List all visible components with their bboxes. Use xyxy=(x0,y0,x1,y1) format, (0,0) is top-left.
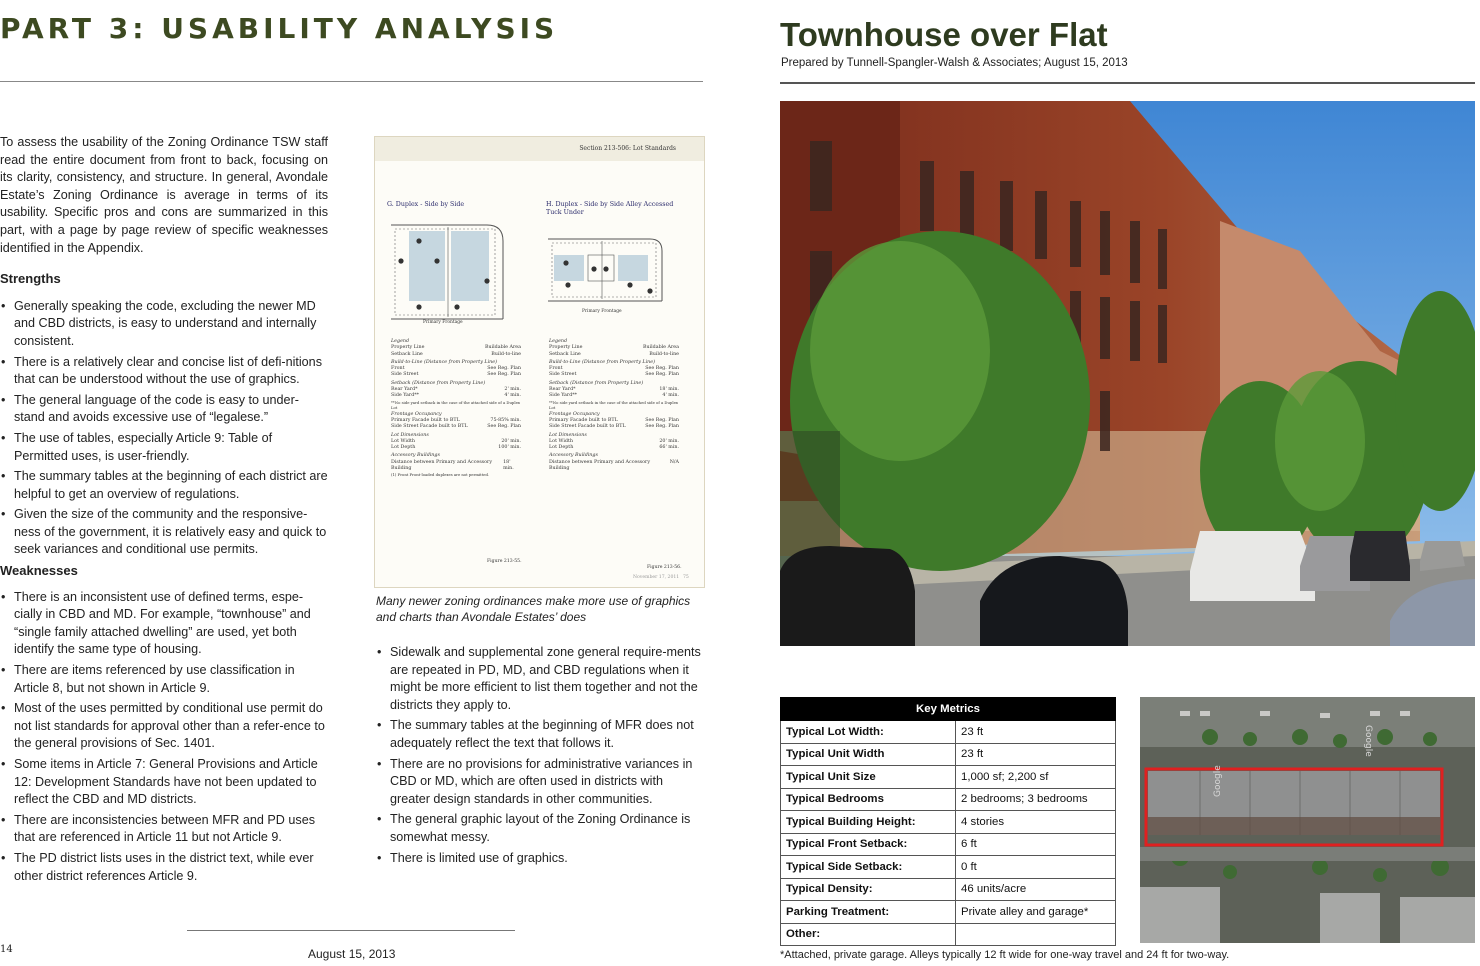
metric-label: Other: xyxy=(781,923,956,946)
diagram-g-table: Legend Property Line Buildable Area Setback Line Build-to-line Build-to-Line (Distance from Property Line) Front See Reg. Plan Side Street See Reg. Plan Setback (Distance from Property Line) Rear Yard* 2' min. Side Yard** 4' min. **No side yard setback in the case of the attached side of a Duplex Lot Frontage Occupancy Primary Facade built to BTL 75-85% min. Side Street Facade built to BTL See Reg. Plan Lot Dimensions Lot Width 20' min. Lot Depth 100' min. Accessory Buildings Distance between Primary and Accessory Building 18' min. (1) Front Front-loaded duplexes are not permitted. xyxy=(391,339,521,478)
list-item: • The general language of the code is easy to under-stand and avoids excessive use of “legalese.” xyxy=(0,392,328,427)
metric-label: Typical Bedrooms xyxy=(781,788,956,811)
footer-date: August 15, 2013 xyxy=(308,947,396,961)
list-item: • Most of the uses permitted by conditional use permit do not list standards for approval other than a refer-ence to the general provisions of Sec. 1401. xyxy=(0,700,328,753)
weaknesses-list xyxy=(0,589,328,886)
left-column xyxy=(0,134,328,888)
table-row xyxy=(781,788,1116,811)
ordinance-page-figure xyxy=(374,136,705,588)
list-item: • Generally speaking the code, excluding the newer MD and CBD districts, is easy to understand and internally consistent. xyxy=(0,298,328,351)
list-item: • There are no provisions for administrative variances in CBD or MD, which are often used in districts with greater design standards in other communities. xyxy=(376,756,702,809)
list-item: • There are inconsistencies between MFR and PD uses that are referenced in Article 11 but not Article 9. xyxy=(0,812,328,847)
metric-value: 6 ft xyxy=(956,833,1116,856)
header-rule xyxy=(780,82,1475,84)
primary-frontage-label: Primary Frontage xyxy=(423,320,463,325)
footer-rule xyxy=(187,930,515,931)
page-number: 14 xyxy=(0,944,13,955)
strengths-heading: Strengths xyxy=(0,271,61,287)
figure-section-title: Section 213-506: Lot Standards xyxy=(579,145,676,152)
primary-frontage-label: Primary Frontage xyxy=(582,309,622,314)
table-row xyxy=(781,878,1116,901)
metric-label: Typical Lot Width: xyxy=(781,721,956,744)
list-item: • There is an inconsistent use of defined terms, espe-cially in CBD and MD. For example, “townhouse” and “single family attached dwelling” are used, yet both identify the same type of housing. xyxy=(0,589,328,659)
table-row xyxy=(781,766,1116,789)
list-item: • The PD district lists uses in the district text, while ever other district references Article 9. xyxy=(0,850,328,885)
metric-value: Private alley and garage* xyxy=(956,901,1116,924)
duplex-side-by-side-diagram xyxy=(387,223,507,329)
list-item: • There are items referenced by use classification in Article 8, but not shown in Article 9. xyxy=(0,662,328,697)
figure-number: Figure 213-55. xyxy=(487,559,522,564)
metric-value: 4 stories xyxy=(956,811,1116,834)
list-item: • Given the size of the community and the responsive-ness of the government, it is relatively easy and quick to seek variances and conditional use permits. xyxy=(0,506,328,559)
diagram-g-title: G. Duplex - Side by Side xyxy=(387,201,465,208)
list-item: • Sidewalk and supplemental zone general require-ments are repeated in PD, MD, and CBD regulations when it might be more efficient to list them together and not the districts they apply to. xyxy=(376,644,702,714)
table-row xyxy=(781,923,1116,946)
metric-label: Typical Unit Size xyxy=(781,766,956,789)
table-row xyxy=(781,833,1116,856)
second-column xyxy=(376,644,702,870)
table-row xyxy=(781,901,1116,924)
strengths-list xyxy=(0,298,328,559)
map-watermark: Google xyxy=(1213,765,1223,797)
metric-label: Typical Building Height: xyxy=(781,811,956,834)
part-title: PART 3: USABILITY ANALYSIS xyxy=(0,12,559,45)
aerial-site-photo xyxy=(1140,697,1475,943)
metric-label: Typical Side Setback: xyxy=(781,856,956,879)
page-subtitle: Prepared by Tunnell-Spangler-Walsh & Associates; August 15, 2013 xyxy=(781,57,1128,69)
duplex-alley-diagram xyxy=(546,237,666,311)
metric-value: 46 units/acre xyxy=(956,878,1116,901)
diagram-h-table: Legend Property Line Buildable Area Setback Line Build-to-line Build-to-Line (Distance from Property Line) Front See Reg. Plan Side Street See Reg. Plan Setback (Distance from Property Line) Rear Yard* 18' min. Side Yard** 4' min. **No side yard setback in the case of the attached side of a Duplex Lot Frontage Occupancy Primary Facade built to BTL See Reg. Plan Side Street Facade built to BTL See Reg. Plan Lot Dimensions Lot Width 20' min. Lot Depth 66' min. Accessory Buildings Distance between Primary and Accessory Building N/A xyxy=(549,339,679,472)
map-watermark: Google xyxy=(1363,725,1373,757)
list-item: • The summary tables at the beginning of MFR does not adequately reflect the text that follows it. xyxy=(376,717,702,752)
list-item: • There is a relatively clear and concise list of defi-nitions that can be understood without the use of graphics. xyxy=(0,354,328,389)
metric-value: 2 bedrooms; 3 bedrooms xyxy=(956,788,1116,811)
key-metrics-table xyxy=(780,697,1116,946)
figure-caption: Many newer zoning ordinances make more use of graphics and charts than Avondale Estates’ does xyxy=(376,594,691,624)
table-row xyxy=(781,721,1116,744)
metric-label: Parking Treatment: xyxy=(781,901,956,924)
list-item: • The general graphic layout of the Zoning Ordinance is somewhat messy. xyxy=(376,811,702,846)
key-metrics-heading: Key Metrics xyxy=(781,698,1116,721)
header-rule xyxy=(0,81,703,82)
weaknesses-heading: Weaknesses xyxy=(0,563,78,579)
footnote: *Attached, private garage. Alleys typically 12 ft wide for one-way travel and 24 ft for two-way. xyxy=(780,949,1230,961)
metric-label: Typical Unit Width xyxy=(781,743,956,766)
figure-doc-page: 75 xyxy=(683,575,689,580)
townhouse-street-photo xyxy=(780,101,1475,646)
page-title: Townhouse over Flat xyxy=(780,16,1108,53)
metric-label: Typical Density: xyxy=(781,878,956,901)
metric-label: Typical Front Setback: xyxy=(781,833,956,856)
figure-number: Figure 213-56. xyxy=(647,565,682,570)
metric-value: 23 ft xyxy=(956,743,1116,766)
list-item: • There is limited use of graphics. xyxy=(376,850,702,868)
figure-doc-date: November 17, 2011 xyxy=(633,575,680,580)
list-item: • The use of tables, especially Article 9: Table of Permitted uses, is user-friendly. xyxy=(0,430,328,465)
intro-paragraph: To assess the usability of the Zoning Ordinance TSW staff read the entire document from front to back, focusing on its clarity, consistency, and structure. In general, Avondale Estate’s Zoning Ordinance is average in terms of its usability. Specific pros and cons are summarized in this part, with a page by page review of specific weaknesses identified in the Appendix. xyxy=(0,135,328,255)
metric-value: 0 ft xyxy=(956,856,1116,879)
weaknesses-list-continued xyxy=(376,644,702,867)
metric-value xyxy=(956,923,1116,946)
table-row xyxy=(781,856,1116,879)
metric-value: 23 ft xyxy=(956,721,1116,744)
list-item: • The summary tables at the beginning of each district are helpful to get an overview of regulations. xyxy=(0,468,328,503)
table-row xyxy=(781,811,1116,834)
metric-value: 1,000 sf; 2,200 sf xyxy=(956,766,1116,789)
table-row xyxy=(781,743,1116,766)
list-item: • Some items in Article 7: General Provisions and Article 12: Development Standards have not been updated to reflect the CBD and MD districts. xyxy=(0,756,328,809)
diagram-h-title: H. Duplex - Side by Side Alley Accessed Tuck Under xyxy=(546,201,674,216)
